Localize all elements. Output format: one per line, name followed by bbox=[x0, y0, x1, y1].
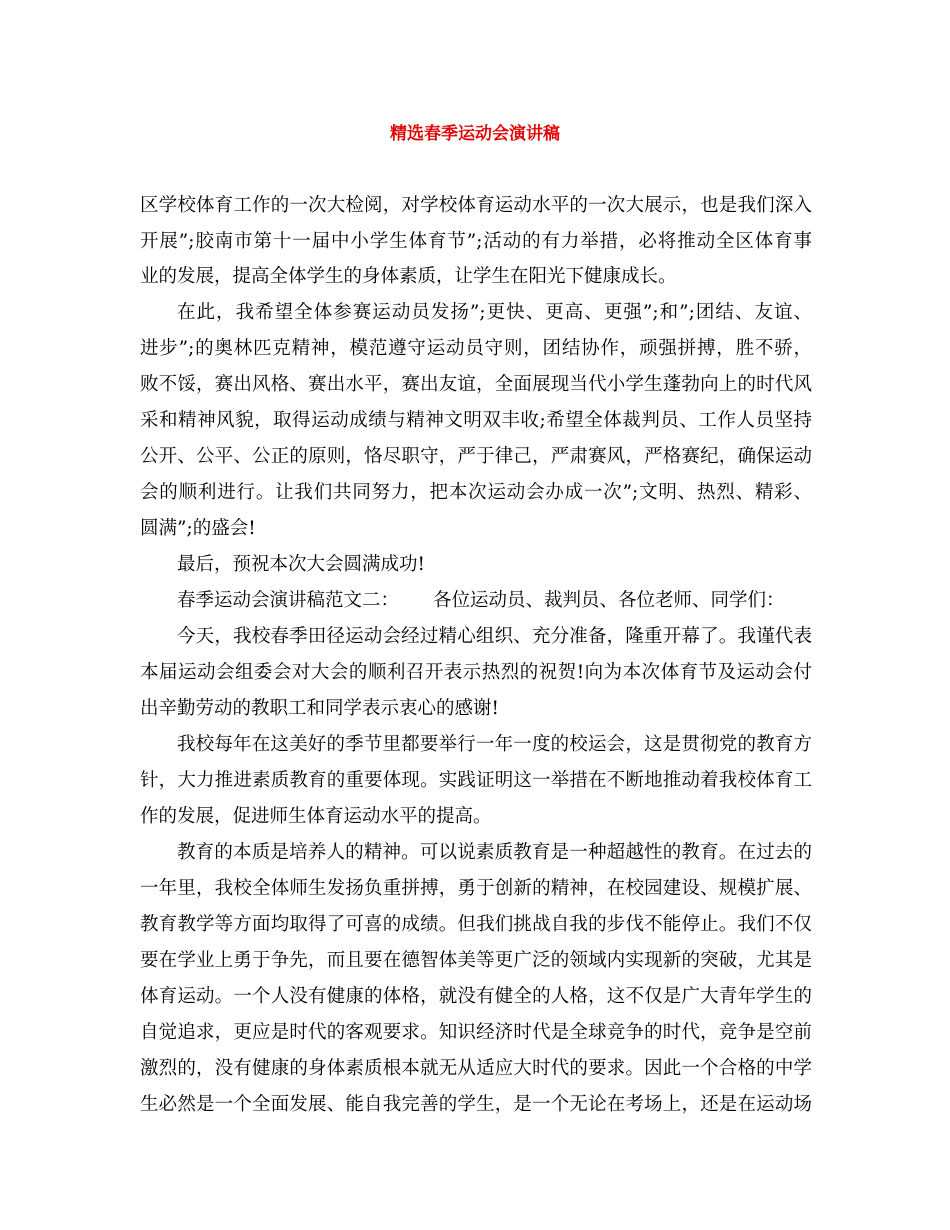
text-line: 败不馁，赛出风格、赛出水平，赛出友谊，全面展现当代小学生蓬勃向上的时代风 bbox=[140, 374, 812, 395]
text-line: 要在学业上勇于争先，而且要在德智体美等更广泛的领域内实现新的突破，尤其是 bbox=[140, 950, 812, 971]
text-line: 今天，我校春季田径运动会经过精心组织、充分准备，隆重开幕了。我谨代表 bbox=[177, 626, 812, 647]
text-line: 体育运动。一个人没有健康的体格，就没有健全的人格，这不仅是广大青年学生的 bbox=[140, 986, 812, 1007]
text-line: 业的发展，提高全体学生的身体素质，让学生在阳光下健康成长。 bbox=[140, 266, 677, 287]
text-line: 会的顺利进行。让我们共同努力，把本次运动会办成一次”;文明、热烈、精彩、 bbox=[140, 482, 812, 503]
text-line: 圆满”;的盛会! bbox=[140, 518, 256, 539]
text-line: 教育教学等方面均取得了可喜的成绩。但我们挑战自我的步伐不能停止。我们不仅 bbox=[140, 914, 812, 935]
text-line bbox=[177, 588, 812, 614]
text-line: 一年里，我校全体师生发扬负重拼搏，勇于创新的精神，在校园建设、规模扩展、 bbox=[140, 878, 812, 899]
text-line: 在此，我希望全体参赛运动员发扬”;更快、更高、更强”;和”;团结、友谊、 bbox=[177, 302, 812, 323]
text-line: 教育的本质是培养人的精神。可以说素质教育是一种超越性的教育。在过去的 bbox=[177, 842, 812, 863]
text-line: 开展”;胶南市第十一届中小学生体育节”;活动的有力举措，必将推动全区体育事 bbox=[140, 231, 812, 252]
text-line: 进步”;的奥林匹克精神，模范遵守运动员守则，团结协作，顽强拼搏，胜不骄， bbox=[140, 338, 812, 359]
text-line: 生必然是一个全面发展、能自我完善的学生，是一个无论在考场上，还是在运动场 bbox=[140, 1094, 812, 1115]
section-heading: 春季运动会演讲稿范文二： bbox=[177, 590, 400, 611]
text-line: 激烈的，没有健康的身体素质根本就无从适应大时代的要求。因此一个合格的中学 bbox=[140, 1058, 812, 1079]
page-title: 精选春季运动会演讲稿 bbox=[390, 124, 560, 144]
text-line: 公开、公平、公正的原则，恪尽职守，严于律己，严肃赛风，严格赛纪，确保运动 bbox=[140, 446, 812, 467]
text-line: 出辛勤劳动的教职工和同学表示衷心的感谢! bbox=[140, 698, 499, 719]
text-line: 我校每年在这美好的季节里都要举行一年一度的校运会，这是贯彻党的教育方 bbox=[177, 734, 812, 755]
text-line: 最后，预祝本次大会圆满成功! bbox=[177, 554, 425, 575]
text-line: 针，大力推进素质教育的重要体现。实践证明这一举措在不断地推动着我校体育工 bbox=[140, 770, 812, 791]
salutation: 各位运动员、裁判员、各位老师、同学们： bbox=[433, 590, 785, 611]
text-line: 本届运动会组委会对大会的顺利召开表示热烈的祝贺!向为本次体育节及运动会付 bbox=[140, 662, 812, 683]
text-line: 采和精神风貌，取得运动成绩与精神文明双丰收;希望全体裁判员、工作人员坚持 bbox=[140, 410, 812, 431]
text-line: 作的发展，促进师生体育运动水平的提高。 bbox=[140, 806, 492, 827]
text-line: 自觉追求，更应是时代的客观要求。知识经济时代是全球竞争的时代，竞争是空前 bbox=[140, 1022, 812, 1043]
text-line: 区学校体育工作的一次大检阅，对学校体育运动水平的一次大展示，也是我们深入 bbox=[140, 195, 812, 216]
